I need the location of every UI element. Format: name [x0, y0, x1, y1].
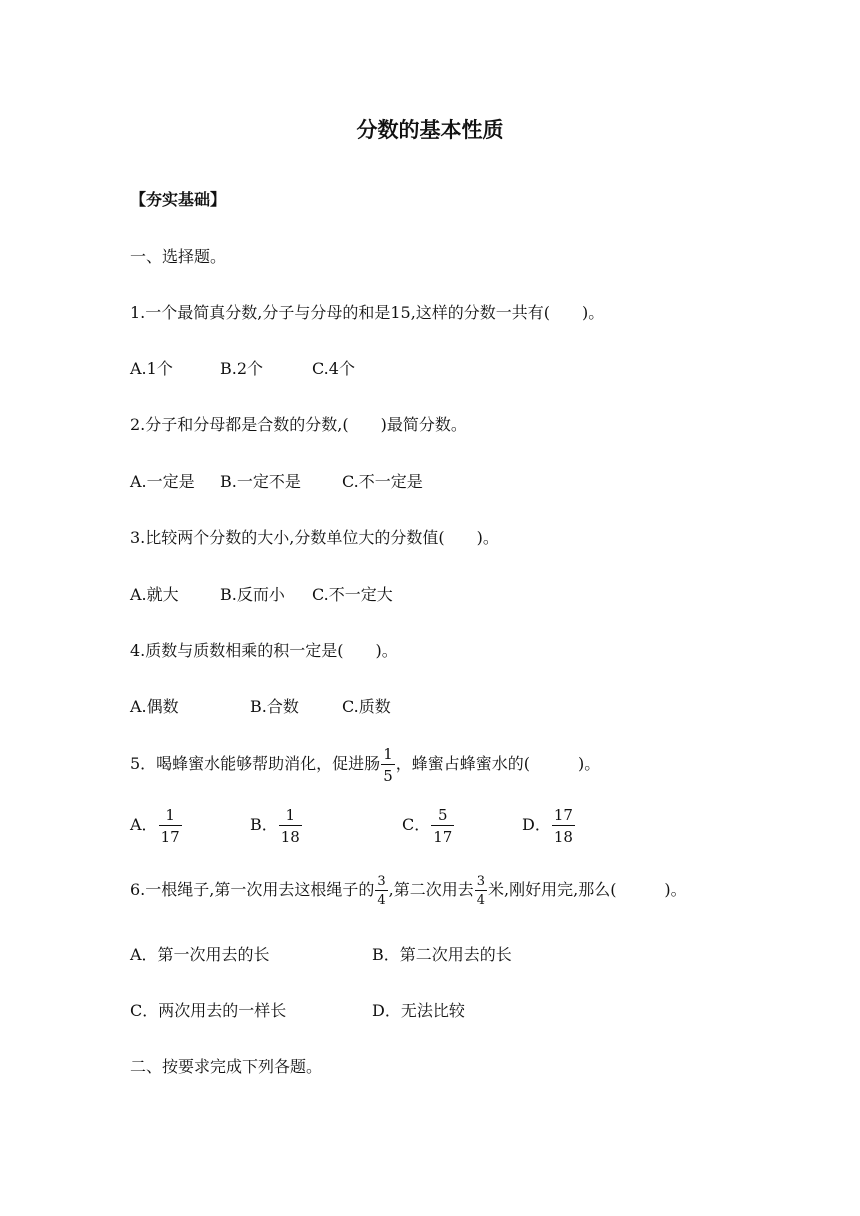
q2-option-b: B.一定不是: [220, 472, 301, 491]
question-1: 1.一个最简真分数,分子与分母的和是15,这样的分数一共有( )。: [130, 303, 605, 322]
q5-option-a-label: A．: [130, 815, 158, 834]
q1-option-c: C.4个: [312, 359, 355, 378]
q5-option-b-label: B．: [250, 815, 278, 834]
q5-option-d-denominator: 18: [553, 827, 573, 846]
question-2: 2.分子和分母都是合数的分数,( )最简分数。: [130, 415, 467, 434]
q5-option-d-label: D．: [522, 815, 551, 834]
q1-option-b: B.2个: [220, 359, 264, 378]
question-6: [130, 870, 687, 910]
q5-option-a-denominator: 17: [160, 827, 180, 846]
q6-text-part2: ,第二次用去: [388, 880, 474, 899]
q2-option-c: C.不一定是: [342, 472, 423, 491]
q6-fraction-2: [475, 874, 487, 908]
q5-option-c-fraction: [431, 806, 454, 846]
q5-option-a-fraction: [159, 806, 182, 846]
q4-option-a: A.偶数: [130, 697, 179, 716]
q3-option-c: C.不一定大: [312, 585, 393, 604]
q5-option-c-label: C．: [402, 815, 431, 834]
q6-fraction-1: [375, 874, 387, 908]
q6-fraction-1-numerator: 3: [377, 873, 386, 889]
q5-option-c-denominator: 17: [433, 827, 453, 846]
q3-option-b: B.反而小: [220, 585, 285, 604]
part-one-heading: 一、选择题。: [130, 247, 227, 266]
question-5: [130, 744, 600, 785]
q5-option-d-fraction: [552, 806, 575, 846]
q6-option-d: D．无法比较: [372, 1001, 465, 1020]
q5-text-prefix: 5．喝蜂蜜水能够帮助消化，促进肠: [130, 754, 381, 773]
q1-option-a: A.1个: [130, 359, 173, 378]
q5-option-c-numerator: 5: [431, 806, 454, 826]
q6-text-part1: 6.一根绳子,第一次用去这根绳子的: [130, 880, 375, 899]
q5-fraction-denominator: 5: [383, 766, 393, 785]
section-heading: 【夯实基础】: [130, 190, 227, 209]
q5-option-b-denominator: 18: [280, 827, 300, 846]
q5-option-b-numerator: 1: [279, 806, 302, 826]
q5-option-d-numerator: 17: [553, 805, 573, 824]
q5-option-b-fraction: [279, 806, 302, 846]
q6-fraction-2-denominator: 4: [476, 892, 486, 908]
q4-option-b: B.合数: [250, 697, 299, 716]
q5-option-c: [402, 805, 455, 846]
question-3: 3.比较两个分数的大小,分数单位大的分数值( )。: [130, 528, 499, 547]
q4-option-c: C.质数: [342, 697, 391, 716]
part-two-heading: 二、按要求完成下列各题。: [130, 1057, 323, 1076]
q6-fraction-1-denominator: 4: [377, 892, 386, 908]
q6-option-a: A．第一次用去的长: [130, 945, 270, 964]
page-title: 分数的基本性质: [356, 118, 504, 142]
q5-option-a-numerator: 1: [159, 806, 182, 826]
q5-fraction: [381, 745, 395, 785]
q6-option-b: B．第二次用去的长: [372, 945, 512, 964]
q2-option-a: A.一定是: [130, 472, 195, 491]
q6-fraction-2-numerator: 3: [476, 873, 486, 889]
question-4: 4.质数与质数相乘的积一定是( )。: [130, 641, 398, 660]
q5-option-a: [130, 805, 183, 846]
q5-text-suffix: ，蜂蜜占蜂蜜水的( )。: [395, 754, 601, 773]
q5-fraction-numerator: 1: [383, 744, 393, 763]
q5-option-d: [522, 805, 576, 846]
q6-text-part3: 米,刚好用完,那么( )。: [488, 880, 687, 899]
q3-option-a: A.就大: [130, 585, 179, 604]
q5-option-b: [250, 805, 303, 846]
q6-option-c: C．两次用去的一样长: [130, 1001, 287, 1020]
